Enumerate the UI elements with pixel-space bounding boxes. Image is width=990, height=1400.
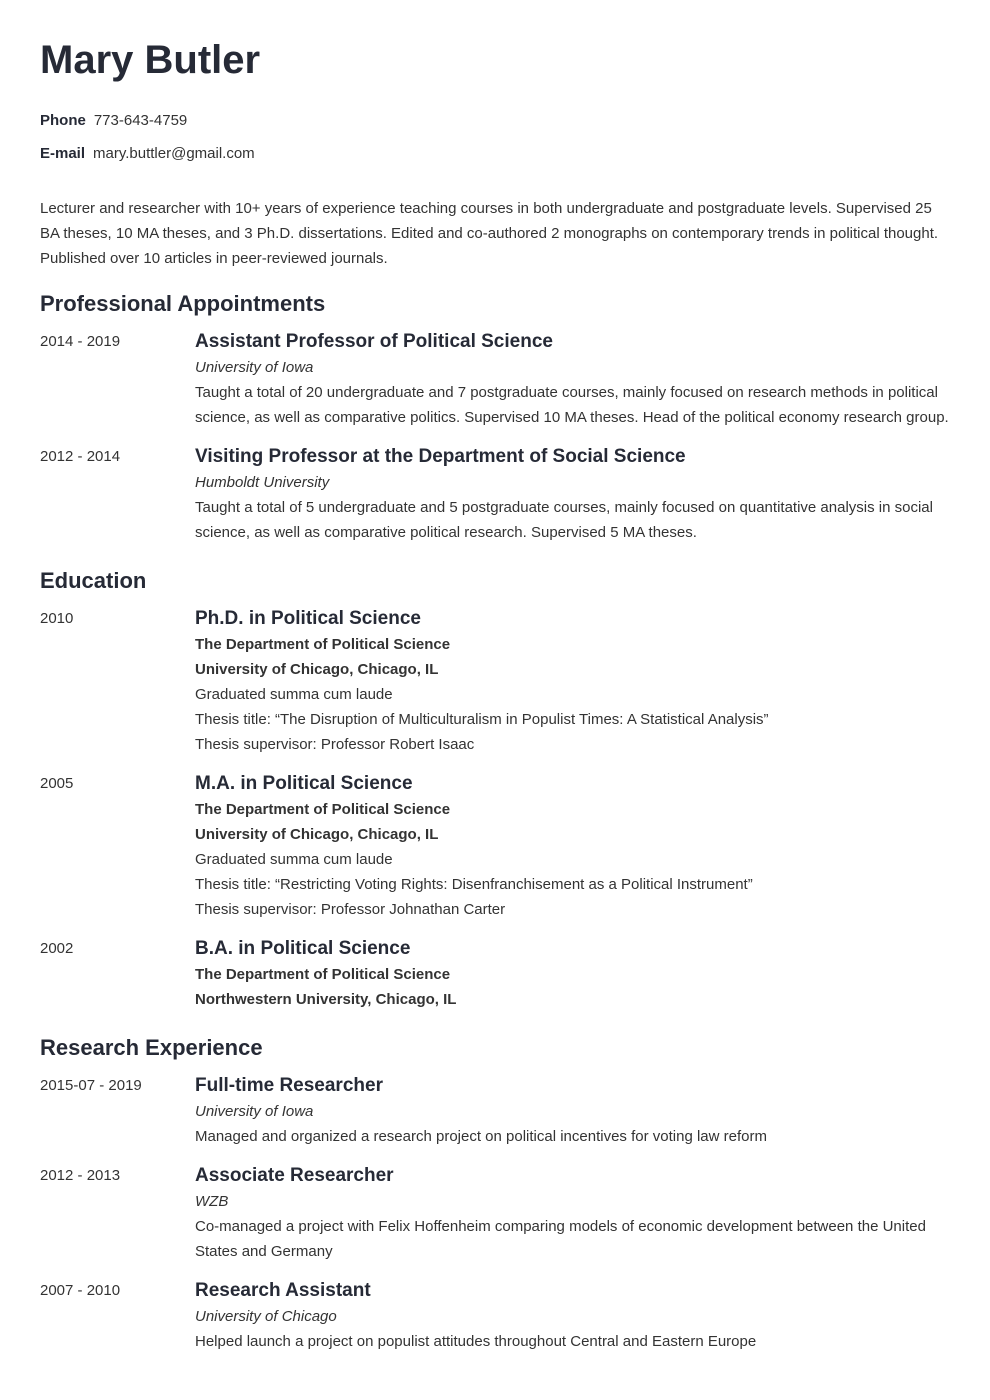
entry-honors: Graduated summa cum laude	[195, 851, 393, 868]
email-value[interactable]: mary.buttler@gmail.com	[93, 145, 255, 162]
entry-description: Helped launch a project on populist attitudes throughout Central and Eastern Europe	[195, 1333, 757, 1350]
entry-description: Taught a total of 5 undergraduate and 5 postgraduate courses, mainly focused on quantitative analysis in social science, as well as comparative political research. Supervised 5 MA theses.	[195, 499, 933, 541]
entry-title: Visiting Professor at the Department of Social Science	[195, 446, 686, 467]
entry-department: The Department of Political Science	[195, 966, 451, 983]
entry-school: Northwestern University, Chicago, IL	[195, 991, 457, 1008]
entry-department: The Department of Political Science	[195, 801, 451, 818]
section-title-research: Research Experience	[40, 1035, 263, 1060]
entry-title: Assistant Professor of Political Science	[195, 331, 553, 352]
email-label: E-mail	[40, 145, 86, 162]
profile-summary: Lecturer and researcher with 10+ years of experience teaching courses in both undergraduate and postgraduate levels. Supervised 25 BA theses, 10 MA theses, and 3 Ph.D. dissertations. Edited and co-authored 2 monographs on contemporary trends in political thought. Published over 10 articles in peer-reviewed journals.	[40, 200, 939, 267]
entry-date: 2012 - 2013	[40, 1167, 121, 1184]
section-title-appointments: Professional Appointments	[40, 291, 326, 316]
contact-phone	[40, 111, 187, 131]
entry-body	[195, 1163, 955, 1264]
entry-supervisor: Thesis supervisor: Professor Johnathan Carter	[195, 901, 506, 918]
entry-organization: University of Iowa	[195, 1103, 314, 1120]
entry-title: Full-time Researcher	[195, 1075, 383, 1096]
entry-title: M.A. in Political Science	[195, 773, 413, 794]
entry-thesis: Thesis title: “Restricting Voting Rights: Disenfranchisement as a Political Instrument”	[195, 876, 753, 893]
entry-organization: University of Chicago	[195, 1308, 337, 1325]
entry-title: Research Assistant	[195, 1280, 371, 1301]
entry-thesis: Thesis title: “The Disruption of Multiculturalism in Populist Times: A Statistical Analysis”	[195, 711, 769, 728]
entry-organization: Humboldt University	[195, 474, 330, 491]
entry-date: 2012 - 2014	[40, 448, 121, 465]
phone-value: 773-643-4759	[93, 112, 188, 129]
entry-description: Co-managed a project with Felix Hoffenheim comparing models of economic development between the United States and Germany	[195, 1218, 926, 1260]
entry-date: 2005	[40, 775, 74, 792]
entry-date: 2010	[40, 610, 74, 627]
entry-title: Ph.D. in Political Science	[195, 608, 421, 629]
entry-body	[195, 329, 955, 430]
entry-school: University of Chicago, Chicago, IL	[195, 661, 439, 678]
entry-date: 2015-07 - 2019	[40, 1077, 142, 1094]
entry-body	[195, 444, 955, 545]
entry-date: 2014 - 2019	[40, 333, 121, 350]
candidate-name: Mary Butler	[40, 38, 261, 82]
entry-organization: WZB	[195, 1193, 229, 1210]
entry-body	[195, 1073, 955, 1149]
entry-description: Taught a total of 20 undergraduate and 7 postgraduate courses, mainly focused on research methods in political science, as well as comparative politics. Supervised 10 MA theses. Head of the political economy research group.	[195, 384, 949, 426]
entry-body	[195, 936, 955, 1012]
entry-department: The Department of Political Science	[195, 636, 451, 653]
entry-supervisor: Thesis supervisor: Professor Robert Isaac	[195, 736, 475, 753]
entry-school: University of Chicago, Chicago, IL	[195, 826, 439, 843]
entry-honors: Graduated summa cum laude	[195, 686, 393, 703]
contact-email	[40, 144, 255, 164]
entry-body	[195, 606, 955, 757]
entry-title: B.A. in Political Science	[195, 938, 411, 959]
entry-date: 2002	[40, 940, 74, 957]
section-title-education: Education	[40, 568, 147, 593]
entry-body	[195, 771, 955, 922]
entry-body	[195, 1278, 955, 1354]
phone-label: Phone	[40, 112, 86, 129]
entry-date: 2007 - 2010	[40, 1282, 121, 1299]
entry-description: Managed and organized a research project on political incentives for voting law reform	[195, 1128, 767, 1145]
entry-title: Associate Researcher	[195, 1165, 394, 1186]
entry-organization: University of Iowa	[195, 359, 314, 376]
